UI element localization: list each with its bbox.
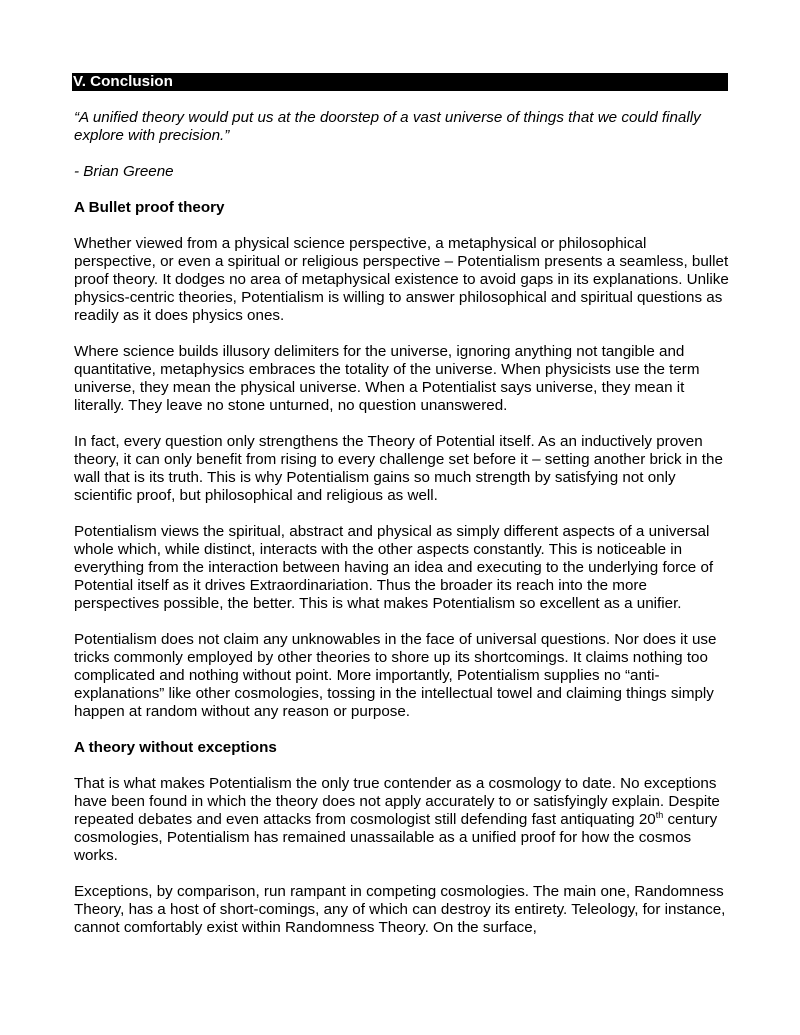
subheading-without-exceptions: A theory without exceptions	[74, 739, 277, 756]
paragraph: Potentialism does not claim any unknowables in the face of universal questions. Nor does it use tricks commonly employed by other theories to shore up its shortcomings. It claims nothing too complicated and nothing without point. More importantly, Potentialism supplies no “anti-explanations” like other cosmologies, tossing in the intellectual towel and claiming things simply happen at random without any reason or purpose.	[74, 631, 717, 720]
epigraph-attribution: - Brian Greene	[74, 163, 174, 180]
paragraph: Where science builds illusory delimiters for the universe, ignoring anything not tangible and quantitative, metaphysics embraces the totality of the universe. When physicists use the term universe, they mean the physical universe. When a Potentialist says universe, they mean it literally. They leave no stone unturned, no question unanswered.	[74, 343, 700, 414]
paragraph	[74, 775, 729, 865]
document-page	[74, 73, 729, 937]
paragraph: In fact, every question only strengthens the Theory of Potential itself. As an inductively proven theory, it can only benefit from rising to every challenge set before it – setting another brick in the wall that is its truth. This is why Potentialism gains so much strength by satisfying not only scientific proof, but philosophical and religious as well.	[74, 433, 723, 504]
paragraph-text: century cosmologies, Potentialism has remained unassailable as a unified proof for how the cosmos works.	[74, 811, 718, 864]
paragraph: Whether viewed from a physical science perspective, a metaphysical or philosophical perspective, or even a spiritual or religious perspective – Potentialism presents a seamless, bullet proof theory. It dodges no area of metaphysical existence to avoid gaps in its explanations. Unlike physics-centric theories, Potentialism is willing to answer philosophical and spiritual questions as readily as it does physics ones.	[74, 235, 729, 324]
subheading-bullet-proof: A Bullet proof theory	[74, 199, 225, 216]
ordinal-superscript: th	[655, 809, 664, 820]
paragraph: Exceptions, by comparison, run rampant in competing cosmologies. The main one, Randomness Theory, has a host of short-comings, any of which can destroy its entirety. Teleology, for instance, cannot comfortably exist within Randomness Theory. On the surface,	[74, 883, 726, 936]
section-title-bar	[72, 73, 728, 91]
epigraph-quote: “A unified theory would put us at the doorstep of a vast universe of things that we could finally explore with precision.”	[74, 109, 701, 144]
section-title: V. Conclusion	[73, 73, 173, 90]
paragraph: Potentialism views the spiritual, abstract and physical as simply different aspects of a universal whole which, while distinct, interacts with the other aspects constantly. This is noticeable in everything from the interaction between having an idea and executing to the underlying force of Potential itself as it drives Extraordinariation. Thus the broader its reach into the more perspectives possible, the better. This is what makes Potentialism so excellent as a unifier.	[74, 523, 714, 612]
paragraph-text: That is what makes Potentialism the only true contender as a cosmology to date. No exceptions have been found in which the theory does not apply accurately to or satisfyingly explain. Despite repeated debates and even attacks from cosmologist still defending fast antiquating 20	[74, 775, 720, 828]
